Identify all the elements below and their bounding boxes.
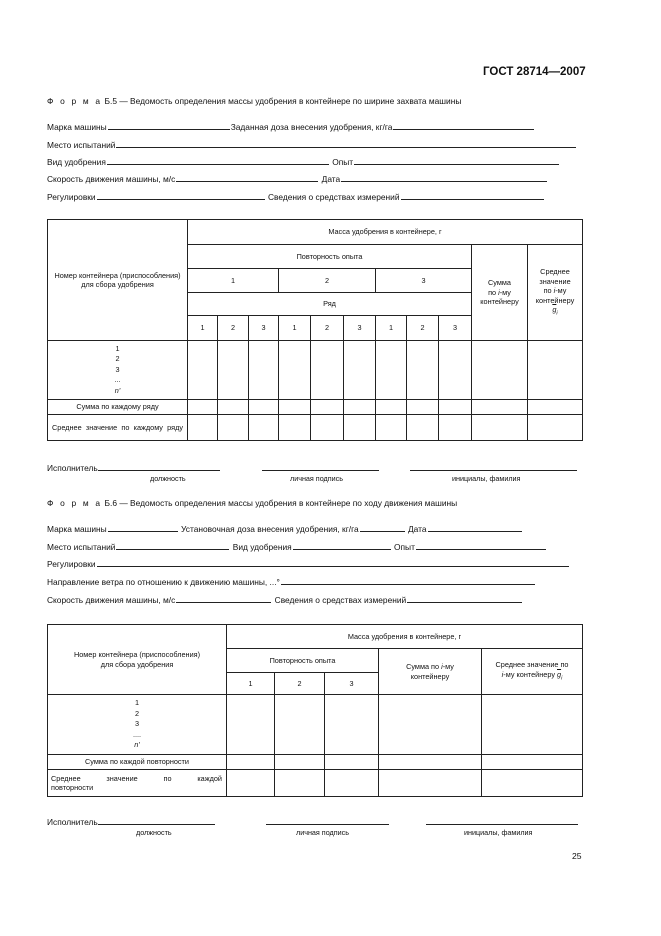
b6-date-label: Дата — [407, 524, 427, 534]
b5-cell[interactable] — [311, 415, 344, 441]
b6-position-field[interactable] — [98, 816, 215, 825]
b5-g-mean-symbol: $\overline{g}$ — [552, 305, 557, 315]
b5-cell[interactable] — [311, 341, 344, 400]
b6-line-place — [47, 541, 547, 552]
b5-trial-field[interactable] — [354, 156, 559, 165]
b6-cell[interactable] — [325, 770, 379, 797]
b5-instruments-label: Сведения о средствах измерений — [267, 192, 400, 202]
b6-instruments-field[interactable] — [407, 594, 522, 603]
b6-wind-label: Направление ветра по отношению к движению машины, ...° — [47, 577, 280, 587]
b6-cell[interactable] — [227, 755, 275, 770]
b5-cell[interactable] — [249, 415, 279, 441]
b6-cell[interactable] — [325, 695, 379, 755]
b6-rep-1: 1 — [227, 673, 275, 695]
b5-cell[interactable] — [376, 400, 407, 415]
b5-cell[interactable] — [279, 400, 311, 415]
b6-cell[interactable] — [379, 695, 482, 755]
b5-repeat-header: Повторность опыта — [188, 245, 472, 269]
b6-caption-sign: личная подпись — [296, 828, 349, 837]
b6-name-field[interactable] — [426, 816, 578, 825]
b6-trial-field[interactable] — [416, 541, 546, 550]
b5-cell[interactable] — [472, 400, 528, 415]
b5-sub-5: 2 — [311, 316, 344, 341]
page-number: 25 — [572, 851, 582, 861]
b6-table — [47, 624, 583, 797]
b6-trial-label: Опыт — [394, 542, 415, 552]
b6-executor-label: Исполнитель — [47, 817, 98, 827]
b5-speed-field[interactable] — [176, 173, 318, 182]
b6-sum-header: Сумма по i-му контейнеру — [379, 649, 482, 695]
b5-line-adjust — [47, 191, 545, 202]
b6-cell[interactable] — [227, 695, 275, 755]
b6-caption-position: должность — [136, 828, 172, 837]
b5-row-header: Ряд — [188, 293, 472, 316]
b5-instruments-field[interactable] — [401, 191, 544, 200]
b5-adjust-field[interactable] — [97, 191, 265, 200]
b5-date-field[interactable] — [341, 173, 547, 182]
b5-cell[interactable] — [344, 341, 376, 400]
b6-line-brand — [47, 523, 523, 534]
b5-cell[interactable] — [439, 341, 472, 400]
b5-place-label: Место испытаний — [47, 140, 116, 150]
b5-cell[interactable] — [407, 400, 439, 415]
b5-dose-field[interactable] — [393, 121, 534, 130]
b5-cell[interactable] — [472, 341, 528, 400]
b6-brand-field[interactable] — [108, 523, 178, 532]
b5-col-container: Номер контейнера (приспособления) для сбора удобрения — [48, 220, 188, 341]
b5-sub-7: 1 — [376, 316, 407, 341]
b5-line-fert — [47, 156, 560, 167]
b5-cell[interactable] — [528, 415, 583, 441]
b5-cell[interactable] — [376, 341, 407, 400]
b5-position-field[interactable] — [98, 462, 220, 471]
b6-adjust-field[interactable] — [97, 558, 569, 567]
b5-caption-position: должность — [150, 474, 186, 483]
b5-brand-label: Марка машины — [47, 122, 107, 132]
b6-signature-row — [47, 816, 215, 827]
b5-caption-name: инициалы, фамилия — [452, 474, 521, 483]
b5-cell[interactable] — [188, 415, 218, 441]
b5-sub-4: 1 — [279, 316, 311, 341]
b5-cell[interactable] — [344, 400, 376, 415]
b6-cell[interactable] — [379, 770, 482, 797]
b5-sub-3: 3 — [249, 316, 279, 341]
b6-dose-field[interactable] — [360, 523, 405, 532]
b5-sub-2: 2 — [218, 316, 249, 341]
b6-line-speed — [47, 594, 523, 605]
b6-fert-field[interactable] — [293, 541, 391, 550]
form-b6-prefix: Ф о р м а — [47, 498, 103, 508]
b5-cell[interactable] — [439, 415, 472, 441]
b5-dose-label: Заданная доза внесения удобрения, кг/га — [230, 122, 393, 132]
b5-cell[interactable] — [376, 415, 407, 441]
b5-mean-row-label: Среднее значение по каждому ряду — [48, 415, 188, 441]
b6-speed-label: Скорость движения машины, м/с — [47, 595, 176, 605]
b6-caption-name: инициалы, фамилия — [464, 828, 533, 837]
b6-col-container: Номер контейнера (приспособления) для сбора удобрения — [48, 625, 227, 695]
b5-line-speed — [47, 173, 548, 184]
form-b5-title-text: Б.5 — Ведомость определения массы удобрения в контейнере по ширине захвата машины — [104, 96, 462, 106]
b5-cell[interactable] — [249, 400, 279, 415]
b5-cell[interactable] — [218, 415, 249, 441]
b5-cell[interactable] — [344, 415, 376, 441]
b5-sign-field[interactable] — [262, 462, 379, 471]
b5-sub-1: 1 — [188, 316, 218, 341]
b6-instruments-label: Сведения о средствах измерений — [274, 595, 407, 605]
b6-rep-2: 2 — [275, 673, 325, 695]
form-b5-prefix: Ф о р м а — [47, 96, 103, 106]
b6-cell[interactable] — [325, 755, 379, 770]
b5-mass-header: Масса удобрения в контейнере, г — [188, 220, 583, 245]
b5-rep-3: 3 — [376, 269, 472, 293]
b5-rep-1: 1 — [188, 269, 279, 293]
b6-brand-label: Марка машины — [47, 524, 107, 534]
b5-speed-label: Скорость движения машины, м/с — [47, 174, 176, 184]
b5-sum-header: Сумма по i-му контейнеру — [472, 245, 528, 341]
b5-cell[interactable] — [311, 400, 344, 415]
b5-trial-label: Опыт — [332, 157, 354, 167]
b5-fert-field[interactable] — [107, 156, 329, 165]
b5-line-place — [47, 139, 577, 150]
b5-caption-sign: личная подпись — [290, 474, 343, 483]
b5-sub-8: 2 — [407, 316, 439, 341]
b5-name-field[interactable] — [410, 462, 577, 471]
b6-cell[interactable] — [275, 755, 325, 770]
b6-g-mean-symbol: $\overline{g}$ — [557, 669, 562, 679]
b6-cell[interactable] — [482, 770, 583, 797]
b6-sign-field[interactable] — [266, 816, 389, 825]
b5-cell[interactable] — [249, 341, 279, 400]
b6-cell[interactable] — [379, 755, 482, 770]
b5-cell[interactable] — [188, 341, 218, 400]
b5-cell[interactable] — [528, 400, 583, 415]
b5-cell[interactable] — [528, 341, 583, 400]
b6-rep-3: 3 — [325, 673, 379, 695]
b5-cell[interactable] — [472, 415, 528, 441]
b6-repeat-header: Повторность опыта — [227, 649, 379, 673]
b6-mass-header: Масса удобрения в контейнере, г — [227, 625, 583, 649]
b6-dose-label: Установочная доза внесения удобрения, кг/га — [181, 524, 359, 534]
b6-cell[interactable] — [275, 695, 325, 755]
b6-sum-row-label: Сумма по каждой повторности — [48, 755, 227, 770]
b6-mean-header: Среднее значение по i-му контейнеру $\overline{g}_i$ — [482, 649, 583, 695]
form-b6-title — [47, 498, 457, 508]
b5-brand-field[interactable] — [108, 121, 230, 130]
b6-wind-field[interactable] — [281, 576, 535, 585]
b5-cell[interactable] — [407, 341, 439, 400]
b6-cell[interactable] — [275, 770, 325, 797]
b6-speed-field[interactable] — [176, 594, 271, 603]
b5-date-label: Дата — [321, 174, 341, 184]
b5-cell[interactable] — [218, 341, 249, 400]
b6-line-wind — [47, 576, 536, 587]
b6-cell[interactable] — [482, 695, 583, 755]
b5-fert-label: Вид удобрения — [47, 157, 106, 167]
b5-place-field[interactable] — [116, 139, 576, 148]
b6-cell[interactable] — [482, 755, 583, 770]
b5-sub-9: 3 — [439, 316, 472, 341]
b5-executor-label: Исполнитель — [47, 463, 98, 473]
b5-adjust-label: Регулировки — [47, 192, 96, 202]
b5-cell[interactable] — [279, 341, 311, 400]
b5-container-numbers: 1 2 3 ... n' — [48, 341, 188, 400]
b6-fert-label: Вид удобрения — [232, 542, 292, 552]
b5-rep-2: 2 — [279, 269, 376, 293]
b5-line-brand — [47, 121, 535, 132]
b6-date-field[interactable] — [428, 523, 522, 532]
b5-cell[interactable] — [439, 400, 472, 415]
b5-mean-header: Среднее значение по i-му контейнеру $\overline{g}_i$ — [528, 245, 583, 341]
b5-table — [47, 219, 583, 441]
b6-cell[interactable] — [227, 770, 275, 797]
b5-sub-6: 3 — [344, 316, 376, 341]
b6-line-adjust — [47, 558, 570, 569]
b5-cell[interactable] — [279, 415, 311, 441]
form-b6-title-text: Б.6 — Ведомость определения массы удобрения в контейнере по ходу движения машины — [104, 498, 458, 508]
b5-cell[interactable] — [218, 400, 249, 415]
b5-cell[interactable] — [188, 400, 218, 415]
b5-cell[interactable] — [407, 415, 439, 441]
b5-signature-row — [47, 462, 220, 473]
b6-container-numbers: 1 2 3 .... n' — [48, 695, 227, 755]
b6-mean-row-label: Среднее значение по каждой повторности — [48, 770, 227, 797]
form-b5-title — [47, 96, 461, 106]
b6-place-field[interactable] — [116, 541, 229, 550]
b6-place-label: Место испытаний — [47, 542, 116, 552]
b5-sum-row-label: Сумма по каждому ряду — [48, 400, 188, 415]
b6-adjust-label: Регулировки — [47, 559, 96, 569]
standard-number: ГОСТ 28714—2007 — [483, 66, 586, 78]
